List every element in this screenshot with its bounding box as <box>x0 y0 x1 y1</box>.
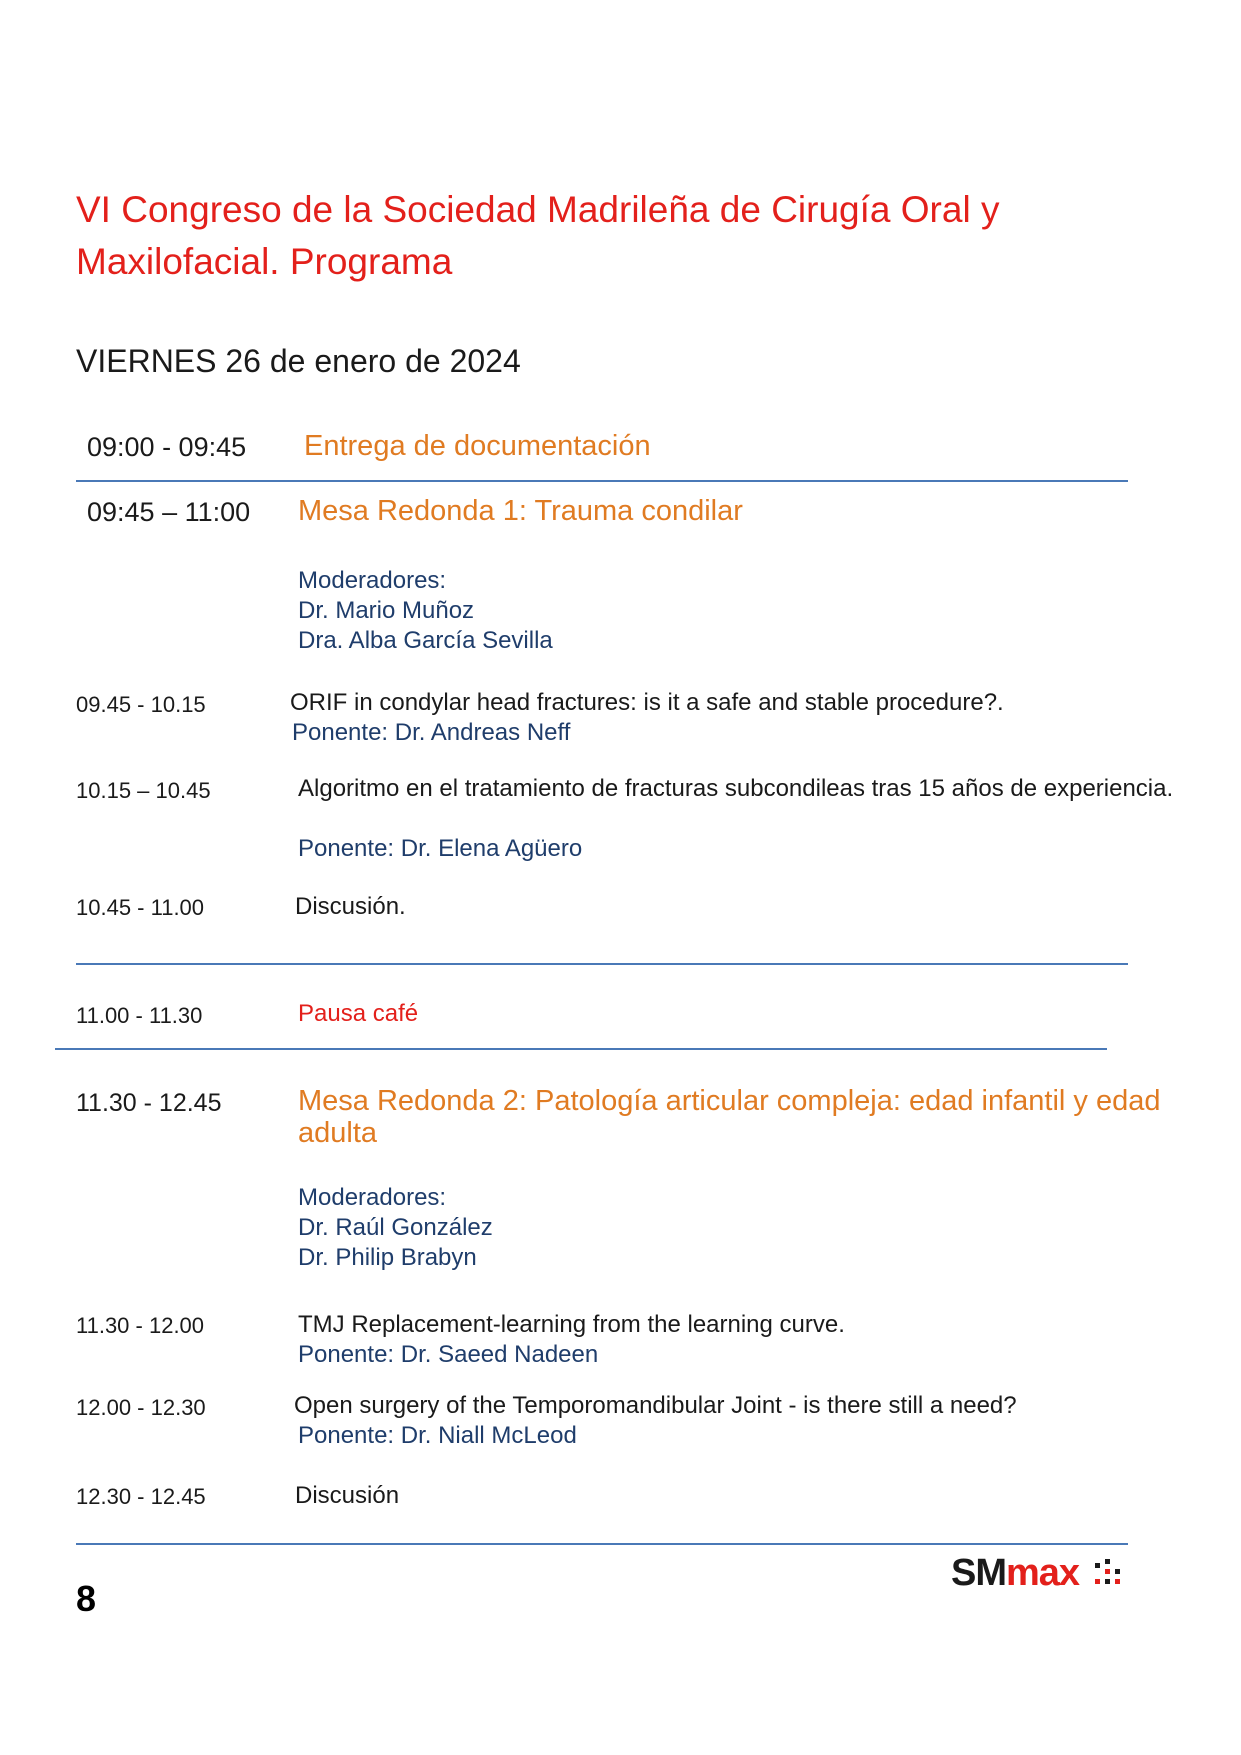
divider <box>76 480 1128 482</box>
block1-label: Entrega de documentación <box>304 430 651 462</box>
talk-speaker: Ponente: Dr. Elena Agüero <box>298 835 583 862</box>
talk-time: 09.45 - 10.15 <box>76 692 206 717</box>
talk-title: Discusión. <box>295 893 406 920</box>
moderators-label: Moderadores: <box>298 1184 447 1211</box>
moderator-name: Dr. Philip Brabyn <box>298 1244 477 1271</box>
logo-mark-icon <box>1093 1559 1121 1589</box>
smmax-logo <box>951 1552 1121 1595</box>
talk-title: ORIF in condylar head fractures: is it a safe and stable procedure?. <box>290 689 1004 716</box>
block2-title: Mesa Redonda 1: Trauma condilar <box>298 495 743 527</box>
talk-time: 11.30 - 12.00 <box>76 1313 205 1338</box>
page-title: VI Congreso de la Sociedad Madrileña de Cirugía Oral y Maxilofacial. Programa <box>76 189 1000 282</box>
divider <box>76 1543 1128 1545</box>
talk-time: 10.45 - 11.00 <box>76 895 205 920</box>
divider <box>55 1048 1107 1050</box>
talk-title: TMJ Replacement-learning from the learning curve. <box>298 1311 845 1338</box>
break-label: Pausa café <box>298 1000 419 1027</box>
block1-time: 09:00 - 09:45 <box>87 432 247 462</box>
talk-title: Open surgery of the Temporomandibular Joint - is there still a need? <box>294 1392 1017 1419</box>
talk-speaker: Ponente: Dr. Saeed Nadeen <box>298 1341 599 1368</box>
moderator-name: Dr. Raúl González <box>298 1214 493 1241</box>
day-heading: VIERNES 26 de enero de 2024 <box>76 343 521 379</box>
divider <box>76 963 1128 965</box>
talk-title: Algoritmo en el tratamiento de fracturas subcondileas tras 15 años de experiencia. <box>298 775 1174 802</box>
talk-time: 12.00 - 12.30 <box>76 1395 206 1420</box>
talk-time: 10.15 – 10.45 <box>76 778 211 803</box>
block3-time: 11.30 - 12.45 <box>76 1089 222 1117</box>
logo-text-sm: SM <box>951 1552 1006 1594</box>
moderator-name: Dr. Mario Muñoz <box>298 597 475 624</box>
block3-title: Mesa Redonda 2: Patología articular compleja: edad infantil y edad adulta <box>298 1085 1161 1149</box>
talk-time: 12.30 - 12.45 <box>76 1484 206 1509</box>
moderator-name: Dra. Alba García Sevilla <box>298 627 553 654</box>
page-number: 8 <box>76 1578 97 1619</box>
talk-speaker: Ponente: Dr. Niall McLeod <box>298 1422 577 1449</box>
logo-text-max: max <box>1006 1552 1080 1594</box>
talk-title: Discusión <box>295 1482 400 1509</box>
break-time: 11.00 - 11.30 <box>76 1003 203 1028</box>
block2-time: 09:45 – 11:00 <box>87 497 251 527</box>
moderators-label: Moderadores: <box>298 567 447 594</box>
talk-speaker: Ponente: Dr. Andreas Neff <box>292 719 571 746</box>
